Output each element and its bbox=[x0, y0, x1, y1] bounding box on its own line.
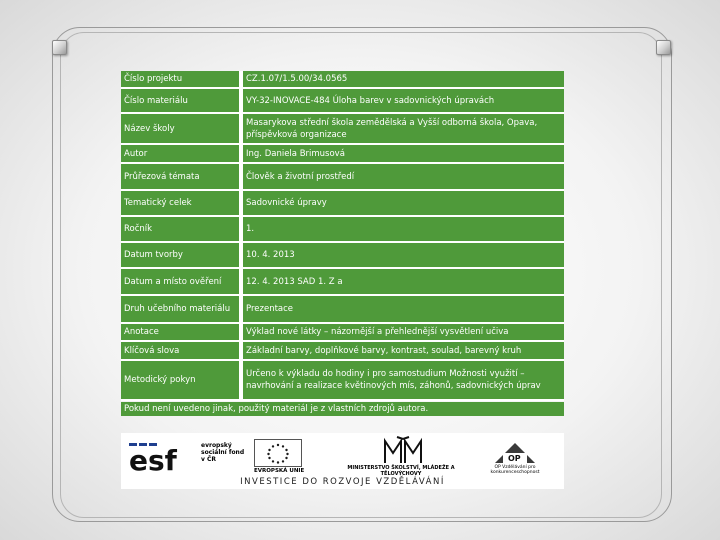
msmt-mark-icon bbox=[341, 435, 461, 465]
esf-mark-icon bbox=[127, 439, 197, 473]
project-info-card bbox=[121, 71, 564, 416]
eu-logo bbox=[254, 439, 310, 473]
row-value: VY-32-INOVACE-484 Úloha barev v sadovnických úpravách bbox=[241, 88, 564, 113]
row-label: Metodický pokyn bbox=[121, 360, 241, 400]
table-row bbox=[121, 323, 564, 341]
row-value: 1. bbox=[241, 216, 564, 242]
row-label: Tematický celek bbox=[121, 190, 241, 216]
project-info-table bbox=[121, 71, 564, 401]
table-row bbox=[121, 295, 564, 323]
op-mark-icon bbox=[473, 437, 557, 465]
row-value: Ing. Daniela Brimusová bbox=[241, 144, 564, 163]
row-label: Název školy bbox=[121, 113, 241, 144]
table-row bbox=[121, 341, 564, 360]
row-value: CZ.1.07/1.5.00/34.0565 bbox=[241, 71, 564, 88]
row-label: Anotace bbox=[121, 323, 241, 341]
msmt-logo bbox=[341, 435, 461, 479]
table-row bbox=[121, 113, 564, 144]
source-footnote: Pokud není uvedeno jinak, použitý materiál je z vlastních zdrojů autora. bbox=[121, 402, 564, 416]
op-caption: OP Vzdělávání pro konkurenceschopnost bbox=[490, 465, 540, 475]
funding-logo-strip bbox=[121, 433, 564, 489]
row-label: Číslo materiálu bbox=[121, 88, 241, 113]
row-label: Druh učebního materiálu bbox=[121, 295, 241, 323]
row-value: Masarykova střední škola zemědělská a Vyšší odborná škola, Opava, příspěvková organizace bbox=[241, 113, 564, 144]
table-row bbox=[121, 360, 564, 400]
row-label: Číslo projektu bbox=[121, 71, 241, 88]
table-row bbox=[121, 216, 564, 242]
table-row bbox=[121, 242, 564, 268]
row-value: Prezentace bbox=[241, 295, 564, 323]
row-value: 12. 4. 2013 SAD 1. Z a bbox=[241, 268, 564, 295]
row-value: Základní barvy, doplňkové barvy, kontrast, soulad, barevný kruh bbox=[241, 341, 564, 360]
table-row bbox=[121, 144, 564, 163]
row-label: Autor bbox=[121, 144, 241, 163]
funding-banner: INVESTICE DO ROZVOJE VZDĚLÁVÁNÍ bbox=[240, 477, 445, 487]
op-logo bbox=[473, 437, 557, 477]
row-value: Výklad nové látky – názornější a přehlednější vysvětlení učiva bbox=[241, 323, 564, 341]
msmt-caption: MINISTERSTVO ŠKOLSTVÍ, MLÁDEŽE A TĚLOVÝCHOVY bbox=[347, 465, 455, 477]
row-label: Datum a místo ověření bbox=[121, 268, 241, 295]
row-value: Určeno k výkladu do hodiny i pro samostudium Možnosti využití – navrhování a realizace květinových mís, záhonů, sadovnických úprav bbox=[241, 360, 564, 400]
pin-icon bbox=[52, 40, 67, 55]
table-row bbox=[121, 268, 564, 295]
esf-logo bbox=[127, 439, 245, 473]
table-row bbox=[121, 71, 564, 88]
svg-text:OP: OP bbox=[508, 454, 521, 463]
row-label: Průřezová témata bbox=[121, 163, 241, 190]
row-value: Sadovnické úpravy bbox=[241, 190, 564, 216]
eu-caption: EVROPSKÁ UNIE bbox=[254, 468, 305, 474]
table-row bbox=[121, 163, 564, 190]
row-label: Ročník bbox=[121, 216, 241, 242]
row-value: 10. 4. 2013 bbox=[241, 242, 564, 268]
row-value: Člověk a životní prostředí bbox=[241, 163, 564, 190]
table-row bbox=[121, 190, 564, 216]
row-label: Datum tvorby bbox=[121, 242, 241, 268]
eu-flag-icon bbox=[254, 439, 302, 467]
row-label: Klíčová slova bbox=[121, 341, 241, 360]
table-row bbox=[121, 88, 564, 113]
esf-caption: evropský sociální fond v ČR bbox=[201, 442, 245, 463]
pin-icon bbox=[656, 40, 671, 55]
svg-text:esf: esf bbox=[129, 444, 177, 473]
